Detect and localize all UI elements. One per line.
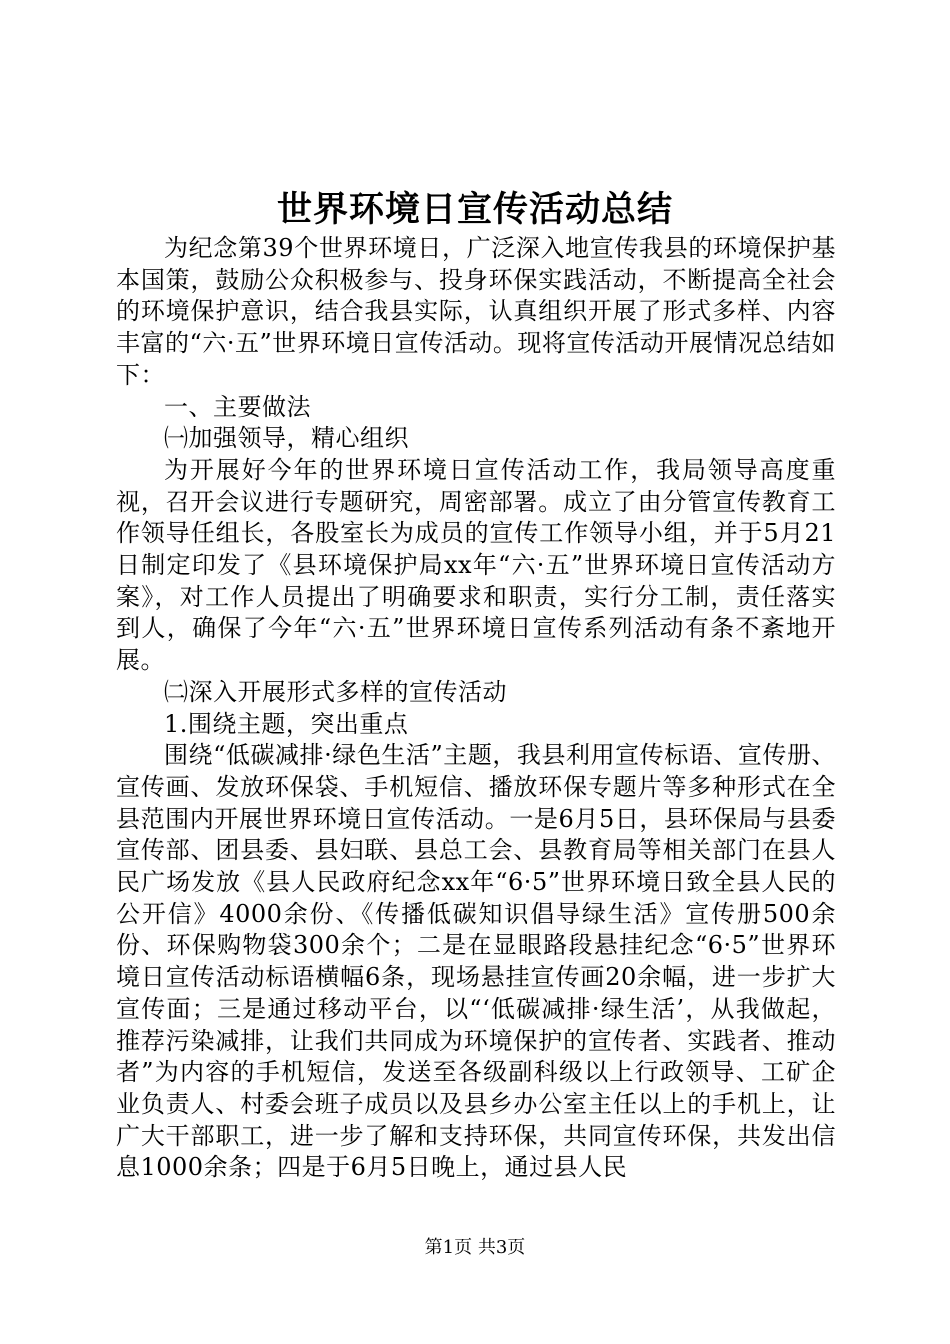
item-heading-theme: 1.围绕主题，突出重点 [164,709,409,738]
subsection-heading-leadership: ㈠加强领导，精心组织 [164,424,409,453]
page-footer: 第1页 共3页 [424,1237,526,1258]
intro-paragraph: 为纪念第39个世界环境日，广泛深入地宣传我县的环境保护基本国策，鼓励公众积极参与、投身环保实践活动，不断提高全社会的环境保护意识，结合我县实际，认真组织开展了形式多样、内容丰富的“六·五”世界环境日宣传活动。现将宣传活动开展情况总结如下： [116,234,836,389]
theme-paragraph: 围绕“低碳减排·绿色生活”主题，我县利用宣传标语、宣传册、宣传画、发放环保袋、手机短信、播放环保专题片等多种形式在全县范围内开展世界环境日宣传活动。一是6月5日，县环保局与县委宣传部、团县委、县妇联、县总工会、县教育局等相关部门在县人民广场发放《县人民政府纪念xx年“6·5”世界环境日致全县人民的公开信》4000余份、《传播低碳知识倡导绿生活》宣传册500余份、环保购物袋300余个；二是在显眼路段悬挂纪念“6·5”世界环境日宣传活动标语横幅6条，现场悬挂宣传画20余幅，进一步扩大宣传面；三是通过移动平台，以“‘低碳减排·绿生活’，从我做起，推荐污染减排，让我们共同成为环境保护的宣传者、实践者、推动者”为内容的手机短信，发送至各级副科级以上行政领导、工矿企业负责人、村委会班子成员以及县乡办公室主任以上的手机上，让广大干部职工，进一步了解和支持环保，共同宣传环保，共发出信息1000余条；四是于6月5日晚上，通过县人民 [116,741,836,1182]
document-title: 世界环境日宣传活动总结 [276,189,673,230]
section-heading-main-methods: 一、主要做法 [164,392,311,421]
subsection-heading-activities: ㈡深入开展形式多样的宣传活动 [164,677,507,706]
document-body [116,233,836,1184]
leadership-paragraph: 为开展好今年的世界环境日宣传活动工作，我局领导高度重视，召开会议进行专题研究，周密部署。成立了由分管宣传教育工作领导任组长，各股室长为成员的宣传工作领导小组，并于5月21日制定印发了《县环境保护局xx年“六·五”世界环境日宣传活动方案》，对工作人员提出了明确要求和职责，实行分工制，责任落实到人，确保了今年“六·五”世界环境日宣传系列活动有条不紊地开展。 [116,455,836,675]
